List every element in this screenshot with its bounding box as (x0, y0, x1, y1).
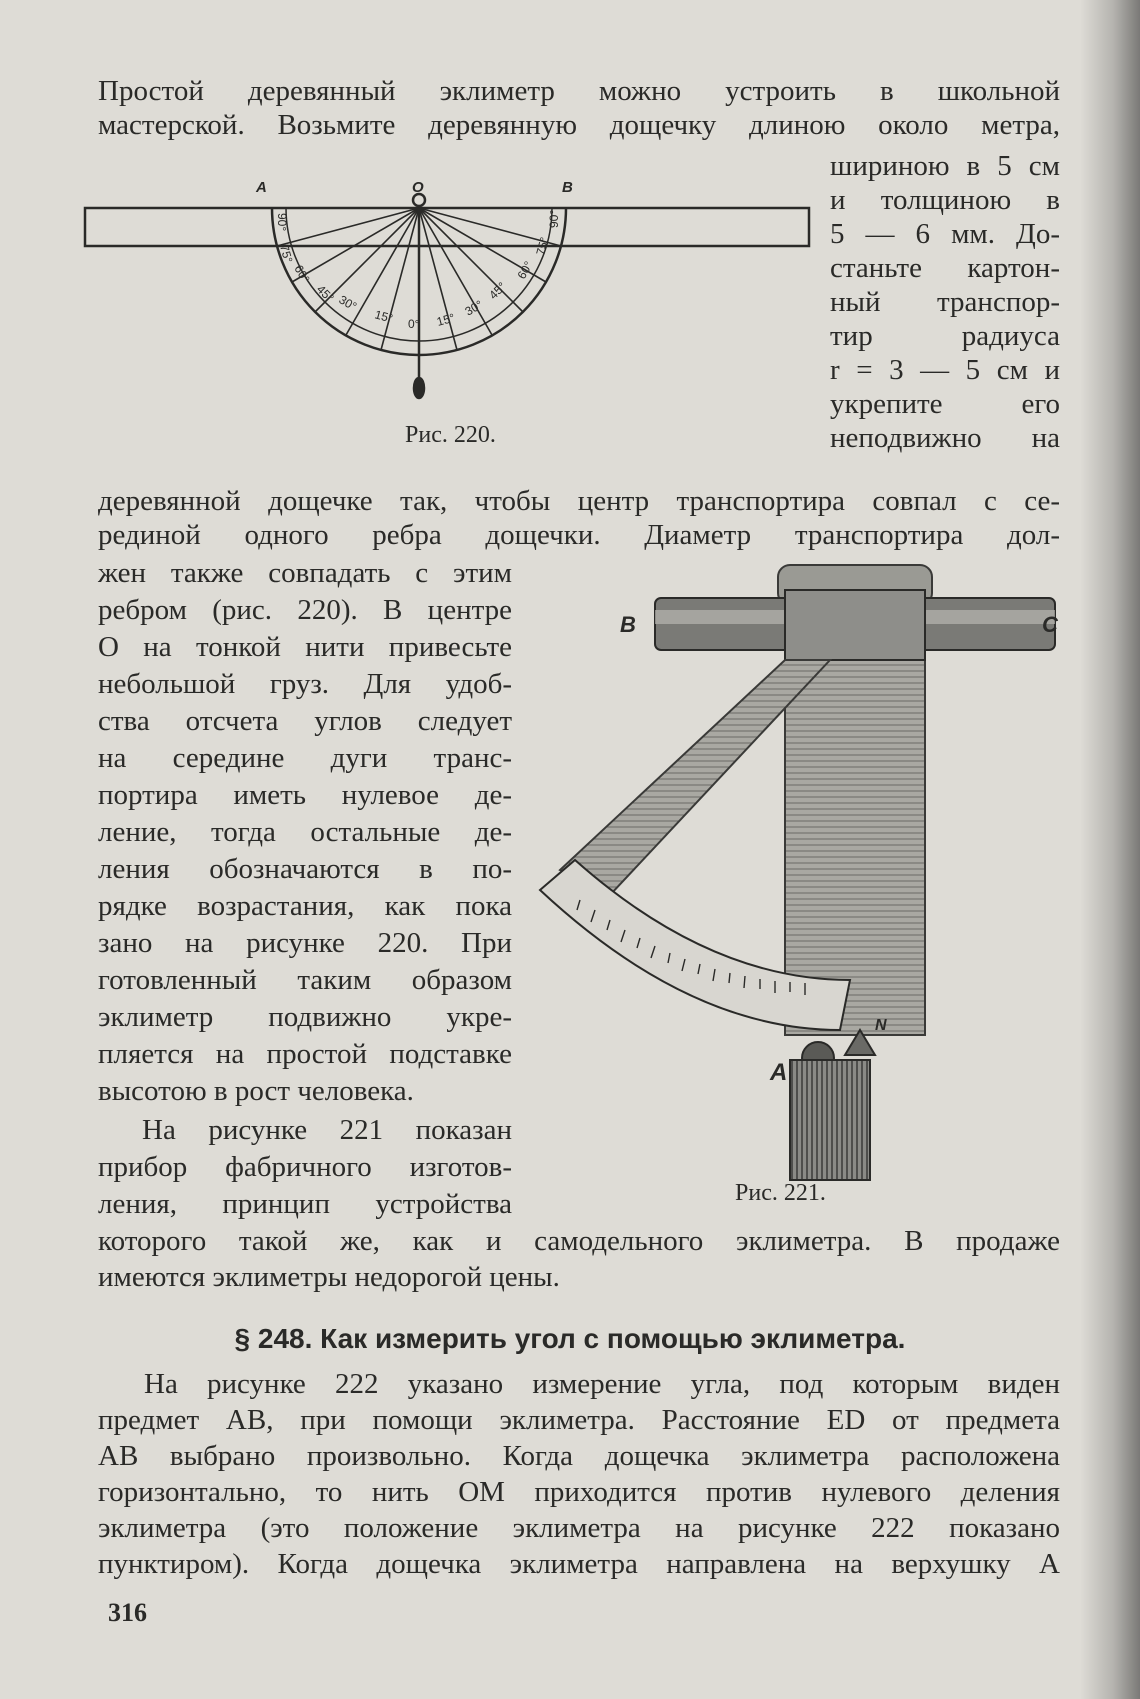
text-line: прибор фабричного изготов- (98, 1151, 512, 1183)
text-line: высотою в рост человека. (98, 1075, 414, 1107)
scale-label: 60° (291, 262, 313, 286)
label-c: C (1042, 612, 1058, 637)
figure-221-caption: Рис. 221. (735, 1180, 826, 1206)
text-line: неподвижно на (830, 422, 1060, 454)
scale-label: 0° (408, 317, 420, 331)
text-line: На рисунке 221 показан (142, 1114, 512, 1146)
text-line: ления, принцип устройства (98, 1188, 512, 1220)
board-outline (85, 208, 809, 246)
text-line: пунктиром). Когда дощечка эклиметра направлена на верхушку A (98, 1548, 1060, 1580)
figure-220-protractor-diagram (80, 160, 820, 450)
text-line: и толщиною в (830, 184, 1060, 216)
scale-label: 30° (336, 292, 360, 314)
scale-label: 75° (533, 235, 552, 257)
text-line: ления обозначаются в по- (98, 853, 512, 885)
text-line: на середине дуги транс- (98, 742, 512, 774)
protractor-rays (272, 208, 566, 388)
label-a: A (256, 179, 267, 196)
text-line: эклиметра (это положение эклиметра на рисунке 222 показано (98, 1512, 1060, 1544)
scale-label: 15° (373, 307, 395, 326)
page-edge-shadow (1080, 0, 1140, 1699)
text-line: пляется на простой подставке (98, 1038, 512, 1070)
label-o: O (412, 179, 424, 196)
text-line: AB выбрано произвольно. Когда дощечка эклиметра расположена (98, 1440, 1060, 1472)
text-line: На рисунке 222 указано измерение угла, под которым виден (144, 1368, 1060, 1400)
section-heading: § 248. Как измерить угол с помощью эклиметра. (234, 1323, 906, 1354)
text-line: r = 3 — 5 см и (830, 354, 1060, 386)
scale-label: 60° (514, 258, 536, 282)
text-line: небольшой груз. Для удоб- (98, 668, 512, 700)
scale-label: 90° (547, 209, 561, 228)
text-line: деревянной дощечке так, чтобы центр транспортира совпал с се- (98, 485, 1060, 517)
text-line: портира иметь нулевое де- (98, 779, 512, 811)
text-line: станьте картон- (830, 252, 1060, 284)
figure-221-eclimeter-illustration (520, 560, 1058, 1200)
label-b: B (562, 179, 573, 196)
page-number: 316 (108, 1598, 147, 1627)
text-line: эклиметр подвижно укре- (98, 1001, 512, 1033)
scale-label: 15° (435, 310, 457, 329)
text-line: зано на рисунке 220. При (98, 927, 512, 959)
label-a: A (770, 1059, 788, 1086)
text-line: ление, тогда остальные де- (98, 816, 512, 848)
scale-label: 90° (275, 213, 289, 232)
text-line: которого такой же, как и самодельного эклиметра. В продаже (98, 1225, 1060, 1257)
figure-220-caption: Рис. 220. (405, 422, 496, 448)
text-line: имеются эклиметры недорогой цены. (98, 1261, 560, 1293)
scale-label: 45° (486, 279, 509, 303)
text-line: шириною в 5 см (830, 150, 1060, 182)
scale-label: 75° (277, 243, 296, 265)
text-line: предмет AB, при помощи эклиметра. Расстояние ED от предмета (98, 1404, 1060, 1436)
label-n: N (875, 1017, 887, 1034)
text-line: ства отсчета углов следует (98, 705, 512, 737)
text-line: рединой одного ребра дощечки. Диаметр транспортира дол- (98, 519, 1060, 551)
text-line: готовленный таким образом (98, 964, 512, 996)
text-line: ный транспор- (830, 286, 1060, 318)
plumb-weight (414, 378, 424, 398)
scale-label: 45° (313, 282, 337, 305)
label-b: B (620, 612, 636, 637)
text-line: горизонтально, то нить OM приходится против нулевого деления (98, 1476, 1060, 1508)
text-line: укрепите его (830, 388, 1060, 420)
text-line: ребром (рис. 220). В центре (98, 594, 512, 626)
text-line: мастерской. Возьмите деревянную дощечку длиною около метра, (98, 109, 1060, 141)
text-line: рядке возрастания, как пока (98, 890, 512, 922)
scale-label: 30° (462, 297, 486, 319)
text-line: O на тонкой нити привесьте (98, 631, 512, 663)
text-line: тир радиуса (830, 320, 1060, 352)
text-line: 5 — 6 мм. До- (830, 218, 1060, 250)
text-line: жен также совпадать с этим (98, 557, 512, 589)
text-line: Простой деревянный эклиметр можно устроить в школьной (98, 75, 1060, 107)
stand-post (790, 1060, 870, 1180)
